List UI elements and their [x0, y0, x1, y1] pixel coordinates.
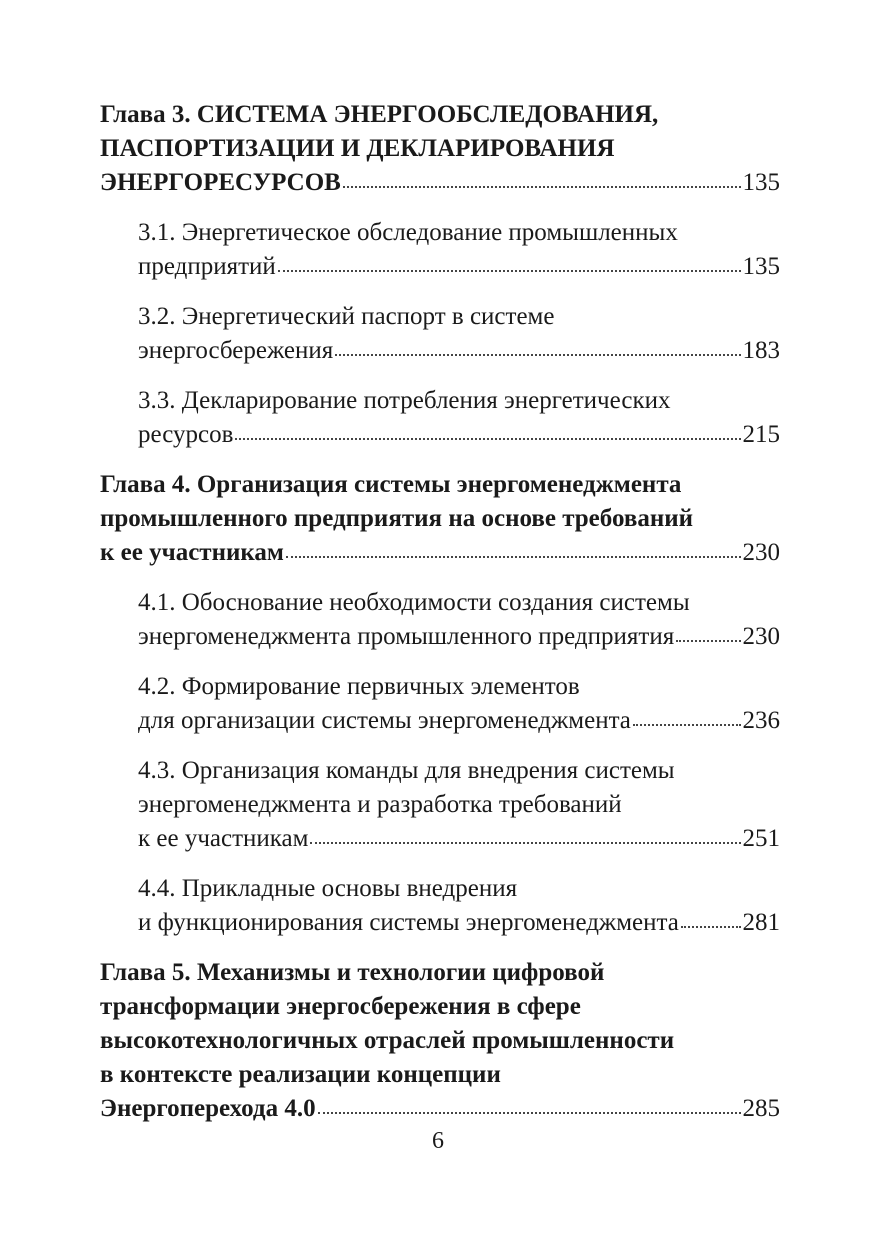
toc-entry-leader-line: [138, 418, 780, 452]
section-title-text: к ее участникам: [138, 825, 309, 852]
toc-section-3-3[interactable]: [100, 384, 780, 452]
section-title-line: [138, 788, 780, 822]
section-title-text: и функционирования системы энергоменеджмента: [138, 909, 679, 936]
chapter-title-line: [100, 468, 780, 502]
section-title-line: [138, 586, 780, 620]
page-ref: 281: [742, 909, 780, 936]
toc-entry-leader-line: [138, 906, 780, 940]
toc-entry-leader-line: [138, 620, 780, 654]
dot-leader: [318, 1112, 741, 1114]
page-ref: 215: [742, 421, 780, 448]
section-title-line: [138, 216, 780, 250]
section-title-text: энергосбережения: [138, 337, 334, 364]
chapter-title-text: Глава 5. Механизмы и технологии цифровой: [100, 959, 605, 986]
section-title-line: [138, 384, 780, 418]
toc-section-3-1[interactable]: [100, 216, 780, 284]
chapter-title-text: ПАСПОРТИЗАЦИИ И ДЕКЛАРИРОВАНИЯ: [100, 135, 615, 162]
chapter-title-text: Энергоперехода 4.0: [100, 1095, 316, 1122]
page-ref: 135: [742, 169, 780, 196]
section-title-line: [138, 872, 780, 906]
section-title-text: 3.2. Энергетический паспорт в системе: [138, 303, 555, 330]
chapter-title-text: Глава 3. СИСТЕМА ЭНЕРГООБСЛЕДОВАНИЯ,: [100, 101, 659, 128]
toc-entry-leader-line: [138, 334, 780, 368]
page-ref: 236: [742, 707, 780, 734]
section-title-text: предприятий: [138, 253, 276, 280]
section-title-text: 3.3. Декларирование потребления энергетических: [138, 387, 671, 414]
page-ref: 251: [742, 825, 780, 852]
chapter-title-text: Глава 4. Организация системы энергоменеджмента: [100, 471, 682, 498]
page-number: 6: [432, 1128, 444, 1154]
dot-leader: [335, 354, 740, 356]
dot-leader: [343, 186, 741, 188]
chapter-title-line: [100, 132, 780, 166]
chapter-title-text: трансформации энергосбережения в сфере: [100, 993, 581, 1020]
toc-section-4-4[interactable]: [100, 872, 780, 940]
toc-section-4-2[interactable]: [100, 670, 780, 738]
toc-entry-leader-line[interactable]: [100, 1092, 780, 1126]
chapter-title-line: [100, 502, 780, 536]
chapter-title-text: в контексте реализации концепции: [100, 1061, 501, 1088]
section-title-text: 4.1. Обоснование необходимости создания системы: [138, 589, 690, 616]
section-title-text: энергоменеджмента и разработка требований: [138, 791, 622, 818]
toc-entry-leader-line: [138, 704, 780, 738]
chapter-title-line: [100, 990, 780, 1024]
toc-chapter-3: [100, 98, 780, 200]
toc-entry-leader-line: [138, 250, 780, 284]
chapter-title-line: [100, 98, 780, 132]
chapter-title-text: высокотехнологичных отраслей промышленности: [100, 1027, 675, 1054]
page-ref: 183: [742, 337, 780, 364]
toc-entry-leader-line: [138, 822, 780, 856]
page-ref: 230: [742, 539, 780, 566]
section-title-line: [138, 754, 780, 788]
page-ref: 285: [742, 1095, 780, 1122]
dot-leader: [235, 438, 740, 440]
toc-section-3-2[interactable]: [100, 300, 780, 368]
section-title-text: 4.2. Формирование первичных элементов: [138, 673, 580, 700]
dot-leader: [310, 842, 740, 844]
table-of-contents: [100, 98, 780, 1126]
dot-leader: [681, 926, 741, 928]
toc-entry-leader-line[interactable]: [100, 536, 780, 570]
dot-leader: [278, 270, 741, 272]
chapter-title-line: [100, 956, 780, 990]
section-title-text: 4.4. Прикладные основы внедрения: [138, 875, 518, 902]
chapter-title-line: [100, 1024, 780, 1058]
dot-leader: [676, 640, 740, 642]
toc-section-4-3[interactable]: [100, 754, 780, 856]
section-title-text: ресурсов: [138, 421, 234, 448]
page-ref: 230: [742, 623, 780, 650]
section-title-text: 3.1. Энергетическое обследование промышленных: [138, 219, 678, 246]
page-ref: 135: [742, 253, 780, 280]
dot-leader: [633, 724, 741, 726]
toc-chapter-5: [100, 956, 780, 1126]
section-title-line: [138, 300, 780, 334]
section-title-text: для организации системы энергоменеджмента: [138, 707, 631, 734]
chapter-title-text: к ее участникам: [100, 539, 284, 566]
dot-leader: [286, 556, 741, 558]
chapter-title-text: промышленного предприятия на основе требований: [100, 505, 694, 532]
section-title-text: энергоменеджмента промышленного предприятия: [138, 623, 675, 650]
section-title-line: [138, 670, 780, 704]
toc-section-4-1[interactable]: [100, 586, 780, 654]
section-title-text: 4.3. Организация команды для внедрения системы: [138, 757, 675, 784]
toc-chapter-4: [100, 468, 780, 570]
chapter-title-text: ЭНЕРГОРЕСУРСОВ: [100, 169, 341, 196]
toc-entry-leader-line[interactable]: [100, 166, 780, 200]
chapter-title-line: [100, 1058, 780, 1092]
